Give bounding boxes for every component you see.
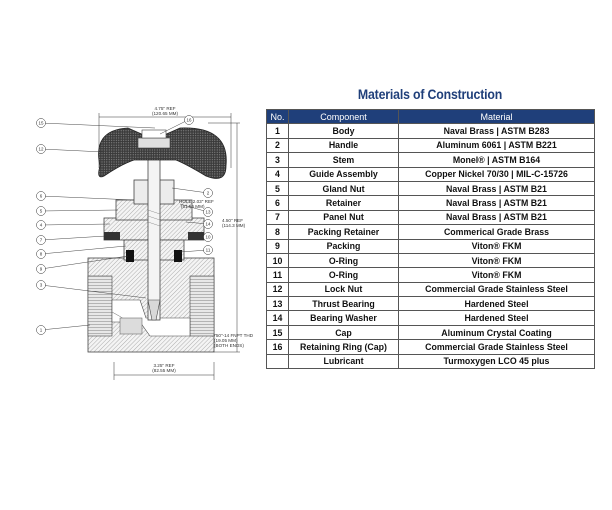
dim-thread-note: (BOTH ENDS) [214,343,244,348]
table-row [267,124,595,138]
row-component: Stem [289,153,399,167]
row-component: O-Ring [289,268,399,282]
row-material: Turmoxygen LCO 45 plus [399,354,595,368]
table-row [267,153,595,167]
row-component: Lock Nut [289,282,399,296]
table-row [267,340,595,354]
table-row [267,325,595,339]
row-no: 16 [267,340,289,354]
row-material: Aluminum 6061 | ASTM B221 [399,138,595,152]
callout-11: 11 [205,247,211,253]
callout-9: 9 [39,266,43,272]
row-no: 3 [267,153,289,167]
row-material: Viton® FKM [399,268,595,282]
table-row [267,253,595,267]
dim-bottom-width: 3.25" REF [153,363,175,368]
row-material: Naval Brass | ASTM B21 [399,210,595,224]
dim-bottom-width-mm: (82.55 MM) [152,368,176,373]
row-material: Hardened Steel [399,311,595,325]
row-material: Commercial Grade Stainless Steel [399,340,595,354]
row-no [267,354,289,368]
table-row [267,311,595,325]
table-row [267,354,595,368]
row-no: 13 [267,297,289,311]
dim-hole-mm: (51.56 MM) [181,204,205,209]
row-component: Panel Nut [289,210,399,224]
dim-thread: .750"-14 FNPT THD [212,333,254,338]
row-component: Retainer [289,196,399,210]
callout-7: 7 [39,237,43,243]
row-no: 15 [267,325,289,339]
table-header-row [267,110,595,124]
table-row [267,268,595,282]
table-row [267,239,595,253]
row-material: Viton® FKM [399,253,595,267]
row-material: Monel® | ASTM B164 [399,153,595,167]
row-no: 11 [267,268,289,282]
row-no: 7 [267,210,289,224]
header-material: Material [399,110,595,124]
callout-5: 5 [39,208,43,214]
dim-height-mm: (114.3 MM) [222,223,246,228]
row-no: 5 [267,181,289,195]
dim-top-width-mm: (120.65 MM) [151,111,179,116]
stem [148,150,160,320]
row-component: Lubricant [289,354,399,368]
row-material: Naval Brass | ASTM B283 [399,124,595,138]
callouts-left [37,119,46,335]
table-row [267,138,595,152]
callout-10: 10 [205,234,211,240]
row-component: O-Ring [289,253,399,267]
materials-table [266,109,595,369]
row-material: Naval Brass | ASTM B21 [399,196,595,210]
callout-1: 1 [39,327,43,333]
materials-title: Materials of Construction [357,86,503,102]
callout-15: 15 [38,120,44,126]
row-component: Retaining Ring (Cap) [289,340,399,354]
row-component: Bearing Washer [289,311,399,325]
row-no: 1 [267,124,289,138]
row-component: Guide Assembly [289,167,399,181]
dim-height: 4.50" REF [222,218,244,223]
row-no: 2 [267,138,289,152]
callout-16: 16 [186,117,192,123]
table-row [267,181,595,195]
dim-thread-mm: (19.05 MM) [214,338,238,343]
callout-3: 3 [39,282,43,288]
row-material: Hardened Steel [399,297,595,311]
row-no: 8 [267,225,289,239]
callout-12: 12 [38,146,44,152]
row-component: Cap [289,325,399,339]
row-no: 12 [267,282,289,296]
row-material: Naval Brass | ASTM B21 [399,181,595,195]
callout-2: 2 [206,190,210,196]
row-no: 4 [267,167,289,181]
header-component: Component [289,110,399,124]
row-material: Viton® FKM [399,239,595,253]
handle [99,128,227,179]
callout-14: 14 [205,221,211,227]
row-material: Commercial Grade Stainless Steel [399,282,595,296]
row-material: Commerical Grade Brass [399,225,595,239]
dim-hole: HOLE 2.03" REF [179,199,214,204]
row-material: Copper Nickel 70/30 | MIL-C-15726 [399,167,595,181]
callout-13: 13 [205,209,211,215]
row-component: Packing Retainer [289,225,399,239]
table-row [267,167,595,181]
table-row [267,196,595,210]
callout-8: 8 [39,251,43,257]
row-component: Handle [289,138,399,152]
header-no: No. [267,110,289,124]
row-component: Thrust Bearing [289,297,399,311]
dim-top-width: 4.75" REF [154,106,176,111]
row-component: Packing [289,239,399,253]
callout-6: 6 [39,193,43,199]
row-no: 6 [267,196,289,210]
table-row [267,282,595,296]
row-no: 10 [267,253,289,267]
table-row [267,210,595,224]
row-no: 9 [267,239,289,253]
row-no: 14 [267,311,289,325]
table-row [267,225,595,239]
table-row [267,297,595,311]
callout-4: 4 [39,222,43,228]
row-component: Body [289,124,399,138]
row-component: Gland Nut [289,181,399,195]
row-material: Aluminum Crystal Coating [399,325,595,339]
